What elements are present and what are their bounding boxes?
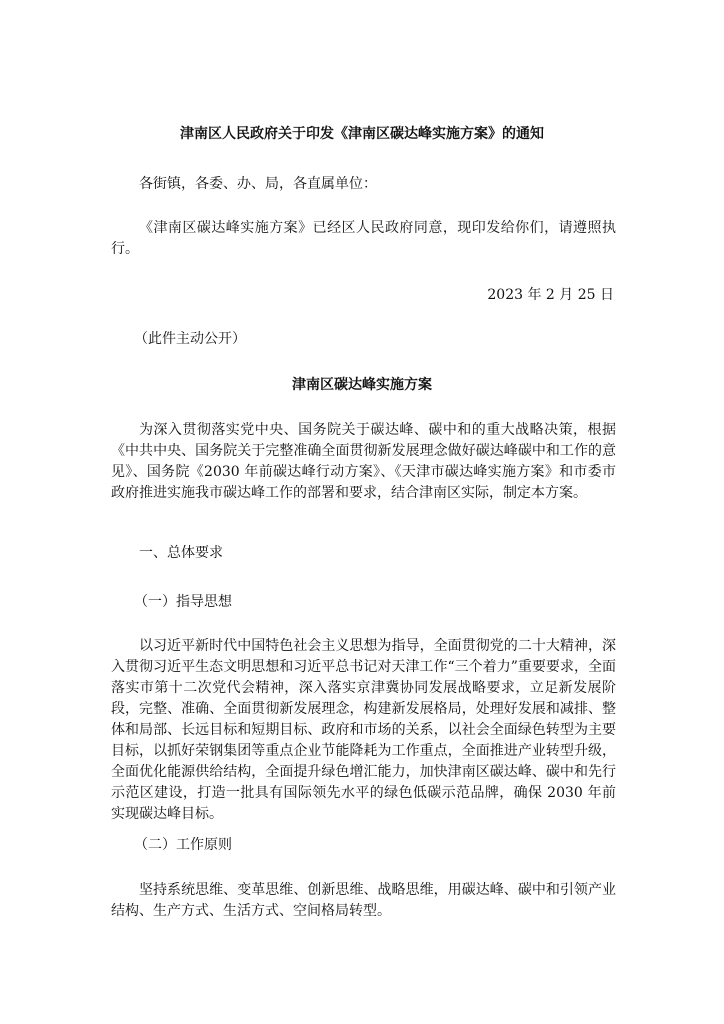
notice-body: 《津南区碳达峰实施方案》已经区人民政府同意，现印发给你们，请遵照执行。 [111, 220, 616, 257]
issue-date: 2023 年 2 月 25 日 [487, 287, 614, 303]
subsection-heading-guiding-thought: （一）指导思想 [134, 594, 232, 610]
notice-title: 津南区人民政府关于印发《津南区碳达峰实施方案》的通知 [180, 126, 544, 142]
plan-intro-paragraph: 为深入贯彻落实党中央、国务院关于碳达峰、碳中和的重大战略决策，根据《中共中央、国务院关于完整准确全面贯彻新发展理念做好碳达峰碳中和工作的意见》、国务院《2030 年前碳达峰行动方案》、《天津市碳达峰实施方案》和市委市政府推进实施我市碳达峰工作的部署和要求，结合津南区实际，制定本方案。 [111, 422, 616, 501]
section-heading-general-requirements: 一、总体要求 [139, 545, 223, 561]
guiding-thought-paragraph: 以习近平新时代中国特色社会主义思想为指导，全面贯彻党的二十大精神，深入贯彻习近平生态文明思想和习近平总书记对天津工作“三个着力”重要要求，全面落实市第十二次党代会精神，深入落实京津冀协同发展战略要求，立足新发展阶段，完整、准确、全面贯彻新发展理念，构建新发展格局，处理好发展和减排、整体和局部、长远目标和短期目标、政府和市场的关系，以社会全面绿色转型为主要目标，以抓好荣钢集团等重点企业节能降耗为工作重点，全面推进产业转型升级，全面优化能源供给结构，全面提升绿色增汇能力，加快津南区碳达峰、碳中和先行示范区建设，打造一批具有国际领先水平的绿色低碳示范品牌，确保 2030 年前实现碳达峰目标。 [111, 638, 616, 822]
work-principles-paragraph: 坚持系统思维、变革思维、创新思维、战略思维，用碳达峰、碳中和引领产业结构、生产方式、生活方式、空间格局转型。 [111, 882, 616, 919]
subsection-heading-work-principles: （二）工作原则 [134, 837, 232, 853]
plan-title: 津南区碳达峰实施方案 [292, 377, 432, 393]
public-note: （此件主动公开） [134, 331, 246, 347]
salutation: 各街镇，各委、办、局，各直属单位： [139, 176, 377, 192]
